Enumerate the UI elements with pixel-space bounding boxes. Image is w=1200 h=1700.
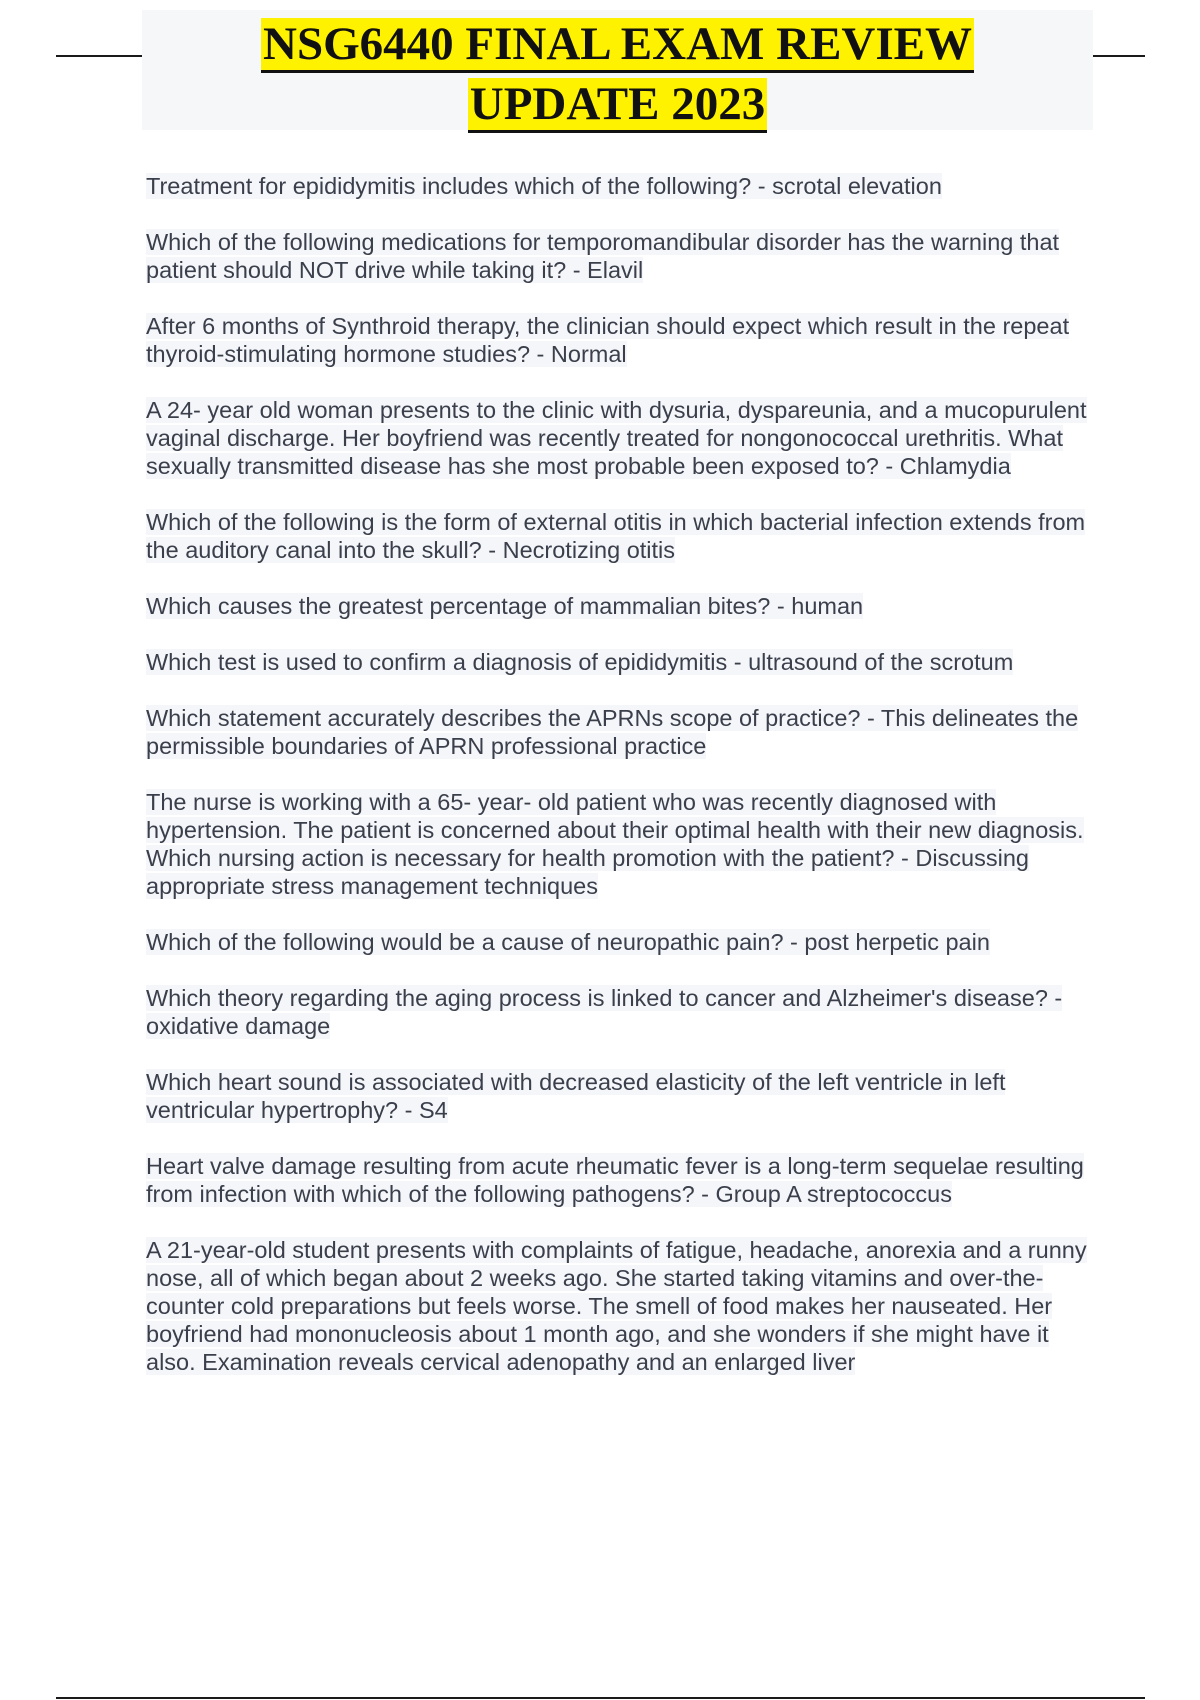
qa-item-text: A 24- year old woman presents to the clinic with dysuria, dyspareunia, and a mucopurulent vaginal discharge. Her boyfriend was recently treated for nongonococcal urethritis. What sexually transmitted disease has she most probable been exposed to? - Chlamydia — [146, 397, 1087, 479]
qa-item-text: Which of the following is the form of external otitis in which bacterial infection extends from the auditory canal into the skull? - Necrotizing otitis — [146, 509, 1086, 563]
qa-item — [146, 396, 1096, 480]
qa-item-text: Heart valve damage resulting from acute rheumatic fever is a long-term sequelae resulting from infection with which of the following pathogens? - Group A streptococcus — [146, 1153, 1084, 1207]
qa-item-text: Which of the following would be a cause of neuropathic pain? - post herpetic pain — [146, 929, 990, 955]
qa-item — [146, 1152, 1096, 1208]
header-rule-right — [1093, 55, 1145, 57]
qa-item-text: Which statement accurately describes the APRNs scope of practice? - This delineates the permissible boundaries of APRN professional practice — [146, 705, 1079, 759]
qa-item-text: Which of the following medications for temporomandibular disorder has the warning that patient should NOT drive while taking it? - Elavil — [146, 229, 1060, 283]
qa-item — [146, 984, 1096, 1040]
qa-item — [146, 928, 1096, 956]
qa-list — [146, 172, 1096, 1404]
qa-item-text: Which test is used to confirm a diagnosis of epididymitis - ultrasound of the scrotum — [146, 649, 1014, 675]
qa-item — [146, 172, 1096, 200]
qa-item — [146, 228, 1096, 284]
qa-item-text: Which causes the greatest percentage of mammalian bites? - human — [146, 593, 864, 619]
qa-item — [146, 592, 1096, 620]
qa-item — [146, 508, 1096, 564]
qa-item — [146, 704, 1096, 760]
qa-item — [146, 312, 1096, 368]
qa-item-text: Which theory regarding the aging process is linked to cancer and Alzheimer's disease? - oxidative damage — [146, 985, 1063, 1039]
page-title — [142, 10, 1093, 134]
qa-item — [146, 788, 1096, 900]
header-rule-left — [56, 55, 142, 57]
qa-item — [146, 1236, 1096, 1376]
footer-rule — [56, 1697, 1145, 1699]
title-line-2: UPDATE 2023 — [468, 78, 768, 133]
qa-item-text: After 6 months of Synthroid therapy, the clinician should expect which result in the repeat thyroid-stimulating hormone studies? - Normal — [146, 313, 1070, 367]
title-banner — [142, 10, 1093, 130]
qa-item-text: Which heart sound is associated with decreased elasticity of the left ventricle in left ventricular hypertrophy? - S4 — [146, 1069, 1006, 1123]
qa-item-text: A 21-year-old student presents with complaints of fatigue, headache, anorexia and a runny nose, all of which began about 2 weeks ago. She started taking vitamins and over-the-counter cold preparations but feels worse. The smell of food makes her nauseated. Her boyfriend had mononucleosis about 1 month ago, and she wonders if she might have it also. Examination reveals cervical adenopathy and an enlarged liver — [146, 1237, 1087, 1375]
qa-item — [146, 1068, 1096, 1124]
qa-item-text: Treatment for epididymitis includes which of the following? - scrotal elevation — [146, 173, 942, 199]
qa-item-text: The nurse is working with a 65- year- old patient who was recently diagnosed with hypertension. The patient is concerned about their optimal health with their new diagnosis. Which nursing action is necessary for health promotion with the patient? - Discussing appropriate stress management techniques — [146, 789, 1084, 899]
qa-item — [146, 648, 1096, 676]
title-line-1: NSG6440 FINAL EXAM REVIEW — [261, 18, 974, 73]
